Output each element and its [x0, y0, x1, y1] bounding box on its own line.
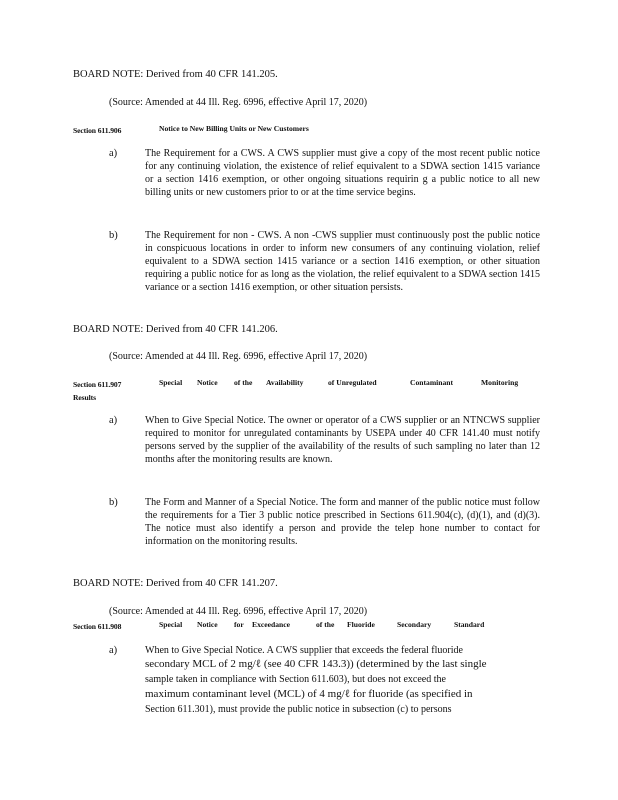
subsection-label: a): [109, 148, 118, 159]
section-number: Section 611.906: [73, 126, 122, 135]
paragraph-line: secondary MCL of 2 mg/ℓ (see 40 CFR 143.3)) (determined by the last single: [145, 658, 487, 670]
paragraph: The Requirement for non - CWS. A non -CWS supplier must continuously post the public notice in conspicuous locations in order to inform new consumers of any continuing violation, relief equivalent to a SDWA section 1415 variance or a section 1416 exemption, or other situation requiring a public notice for as long as the violation, the relief equivalent to a SDWA section 1415 variance or a section 1416 exemption, or other situation persists.: [145, 230, 540, 294]
subsection-label: a): [109, 645, 118, 656]
section-title-word: of the: [234, 378, 253, 387]
paragraph-line: maximum contaminant level (MCL) of 4 mg/ℓ for fluoride (as specified in: [145, 688, 473, 700]
section-title-word: of the: [316, 620, 335, 629]
section-title-word: Results: [73, 393, 96, 402]
section-title-word: Exceedance: [252, 620, 290, 629]
section-title-word: Secondary: [397, 620, 432, 629]
source-note: (Source: Amended at 44 Ill. Reg. 6996, effective April 17, 2020): [109, 351, 368, 362]
section-title-word: Notice: [197, 620, 218, 629]
section-title-word: Special: [159, 620, 183, 629]
section-title-word: Availability: [266, 378, 304, 387]
section-title: Notice to New Billing Units or New Customers: [159, 124, 309, 133]
subsection-label: b): [109, 230, 118, 241]
section-title-word: Monitoring: [481, 378, 519, 387]
section-title-word: Fluoride: [347, 620, 375, 629]
subsection-label: a): [109, 415, 118, 426]
paragraph: The Requirement for a CWS. A CWS supplier must give a copy of the most recent public notice for any continuing violation, the existence of relief equivalent to a SDWA section 1415 variance or a section 1416 exemption, or other ongoing situations requirin g a public notice to all new billing units or new customers prior to or at the time service begins.: [145, 148, 540, 199]
board-note: BOARD NOTE: Derived from 40 CFR 141.207.: [73, 578, 278, 589]
section-number: Section 611.907: [73, 380, 122, 389]
paragraph: The Form and Manner of a Special Notice. The form and manner of the public notice must follow the requirements for a Tier 3 public notice prescribed in Sections 611.904(c), (d)(1), and (d)(3). The notice must also identify a person and provide the telep hone number to contact for information on the monitoring results.: [145, 497, 540, 548]
section-title-word: for: [234, 620, 244, 629]
section-title-word: of Unregulated: [328, 378, 377, 387]
paragraph-line: Section 611.301), must provide the public notice in subsection (c) to persons: [145, 704, 452, 715]
paragraph: When to Give Special Notice. The owner or operator of a CWS supplier or an NTNCWS supplier required to monitor for unregulated contaminants by USEPA under 40 CFR 141.40 must notify persons served by the supplier of the availability of the results of such sampling no later than 12 months after the monitoring results are known.: [145, 415, 540, 466]
board-note: BOARD NOTE: Derived from 40 CFR 141.205.: [73, 69, 278, 80]
section-title-word: Special: [159, 378, 183, 387]
board-note: BOARD NOTE: Derived from 40 CFR 141.206.: [73, 324, 278, 335]
section-title-word: Contaminant: [410, 378, 454, 387]
section-number: Section 611.908: [73, 622, 122, 631]
source-note: (Source: Amended at 44 Ill. Reg. 6996, effective April 17, 2020): [109, 97, 368, 108]
subsection-label: b): [109, 497, 118, 508]
section-title-word: Standard: [454, 620, 485, 629]
paragraph-line: sample taken in compliance with Section 611.603), but does not exceed the: [145, 674, 446, 685]
source-note: (Source: Amended at 44 Ill. Reg. 6996, effective April 17, 2020): [109, 606, 368, 617]
paragraph-line: When to Give Special Notice. A CWS supplier that exceeds the federal fluoride: [145, 645, 463, 656]
section-title-word: Notice: [197, 378, 218, 387]
